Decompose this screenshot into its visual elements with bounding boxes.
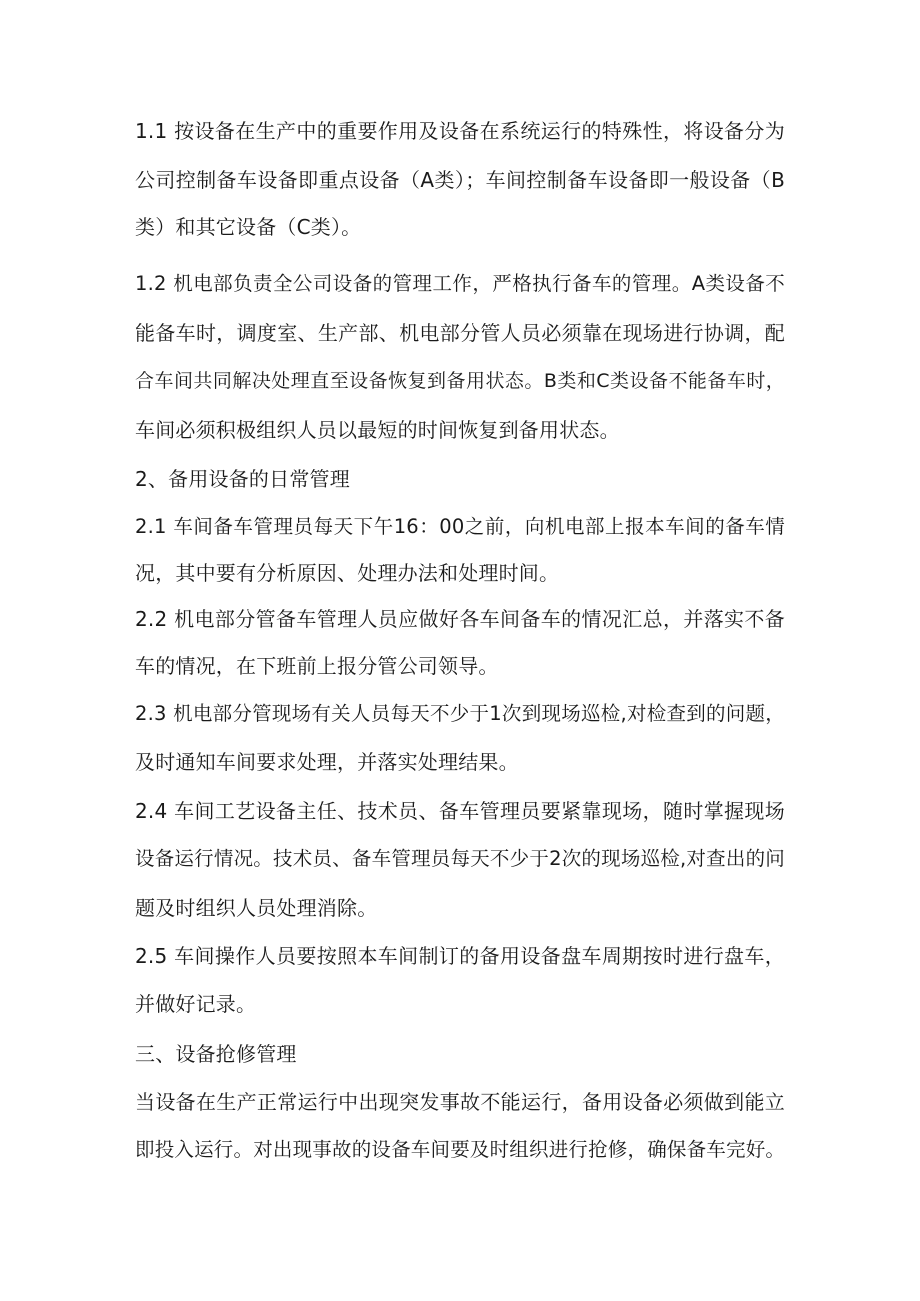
text-line: 设备运行情况。技术员、备车管理员每天不少于2次的现场巡检,对查出的问 <box>135 847 785 870</box>
text-line: 题及时组织人员处理消除。 <box>135 896 378 920</box>
section-heading: 2、备用设备的日常管理 <box>135 467 350 491</box>
text-line: 况，其中要有分析原因、处理办法和处理时间。 <box>135 561 560 585</box>
text-line: 车间必须积极组织人员以最短的时间恢复到备用状态。 <box>135 418 620 442</box>
text-line: 2.4 车间工艺设备主任、技术员、备车管理员要紧靠现场，随时掌握现场 <box>135 799 785 823</box>
text-line: 公司控制备车设备即重点设备（A类）；车间控制备车设备即一般设备（B <box>135 168 785 192</box>
text-line: 车的情况，在下班前上报分管公司领导。 <box>135 654 499 678</box>
text-line: 能备车时，调度室、生产部、机电部分管人员必须靠在现场进行协调，配 <box>135 321 785 345</box>
text-line: 及时通知车间要求处理，并落实处理结果。 <box>135 750 519 774</box>
text-line: 2.3 机电部分管现场有关人员每天不少于1次到现场巡检,对检查到的问题， <box>135 702 785 725</box>
text-line: 2.5 车间操作人员要按照本车间制订的备用设备盘车周期按时进行盘车， <box>135 944 785 968</box>
text-line: 即投入运行。对出现事故的设备车间要及时组织进行抢修，确保备车完好。 <box>135 1138 786 1161</box>
text-line: 1.2 机电部负责全公司设备的管理工作，严格执行备车的管理。A类设备不 <box>135 272 785 295</box>
text-line: 并做好记录。 <box>135 992 257 1016</box>
text-line: 2.1 车间备车管理员每天下午16：00之前，向机电部上报本车间的备车情 <box>135 515 785 538</box>
text-line: 1.1 按设备在生产中的重要作用及设备在系统运行的特殊性，将设备分为 <box>135 119 785 143</box>
text-line: 合车间共同解决处理直至设备恢复到备用状态。B类和C类设备不能备车时， <box>135 370 785 392</box>
text-line: 2.2 机电部分管备车管理人员应做好各车间备车的情况汇总，并落实不备 <box>135 607 785 631</box>
section-heading: 三、设备抢修管理 <box>135 1042 297 1066</box>
text-line: 类）和其它设备（C类）。 <box>135 215 362 239</box>
text-line: 当设备在生产正常运行中出现突发事故不能运行，备用设备必须做到能立 <box>135 1090 785 1114</box>
